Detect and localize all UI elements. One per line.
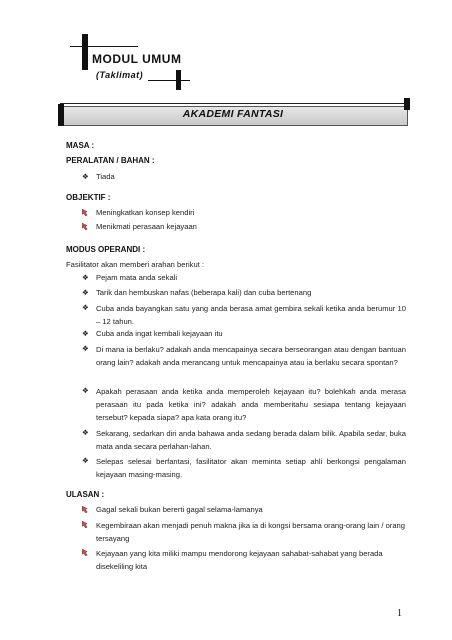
diamond-bullet-icon: ❖	[82, 273, 89, 282]
arrow-bullet-icon	[82, 521, 89, 528]
section-objektif: OBJEKTIF :	[66, 193, 111, 202]
diamond-bullet-icon: ❖	[82, 288, 89, 297]
list-item: Kejayaan yang kita miliki mampu mendorong kejayaan sahabat-sahabat yang berada disekeliling kita	[96, 549, 383, 571]
modus-intro: Fasilitator akan memberi arahan berikut :	[66, 260, 205, 269]
arrow-bullet-icon	[82, 223, 89, 230]
diamond-bullet-icon: ❖	[82, 344, 89, 353]
diamond-bullet-icon: ❖	[82, 303, 89, 312]
header-rule-2	[148, 80, 190, 81]
diamond-bullet-icon: ❖	[82, 428, 89, 437]
list-item: Gagal sekali bukan bererti gagal selama-lamanya	[96, 505, 263, 514]
arrow-bullet-icon	[82, 209, 89, 216]
list-item: Di mana ia berlaku? adakah anda mencapainya secara berseorangan atau dengan bantuan orang lain? adakah anda merancang untuk mencapainya atau ia berlaku secara spontan?	[96, 345, 406, 367]
list-item: Selepas selesai berfantasi, fasilitator akan meminta setiap ahli berkongsi pengalaman kejayaan masing-masing.	[96, 457, 406, 479]
list-item: Kegembiraan akan menjadi penuh makna jika ia di kongsi bersama orang-orang lain / orang tersayang	[96, 521, 406, 543]
page-number: 1	[397, 608, 402, 619]
list-item: Tiada	[96, 172, 115, 181]
diamond-bullet-icon: ❖	[82, 386, 89, 395]
list-item: Sekarang, sedarkan diri anda bahawa anda sedang berada dalam bilik. Apabila sedar, buka mata anda secara perlahan-lahan.	[96, 429, 406, 451]
list-item: Tarik dan hembuskan nafas (beberapa kali) dan cuba bertenang	[96, 288, 312, 297]
header-bar-ornament	[82, 34, 88, 70]
list-item: Cuba anda ingat kembali kejayaan itu	[96, 329, 223, 338]
module-title: MODUL UMUM	[92, 52, 182, 66]
section-peralatan: PERALATAN / BAHAN :	[66, 156, 155, 165]
list-item: Pejam mata anda sekali	[96, 273, 178, 282]
list-item: Menikmati perasaan kejayaan	[96, 222, 197, 231]
banner-title: AKADEMI FANTASI	[182, 108, 284, 120]
list-item: Meningkatkan konsep kendiri	[96, 208, 195, 217]
diamond-bullet-icon: ❖	[82, 172, 89, 181]
section-masa: MASA :	[66, 141, 95, 150]
arrow-bullet-icon	[82, 549, 89, 556]
diamond-bullet-icon: ❖	[82, 456, 89, 465]
diamond-bullet-icon: ❖	[82, 329, 89, 338]
list-item: Apakah perasaan anda ketika anda memperoleh kejayaan itu? bolehkah anda merasa perasaan itu pada ketika ini? adakah anda memberitahu sesiapa tentang kejayaan tersebut? kepada siapa? apa kata orang itu?	[96, 387, 406, 422]
list-item: Cuba anda bayangkan satu yang anda berasa amat gembira sekali ketika anda berumur 10 – 12 tahun.	[96, 304, 406, 326]
section-modus-operandi: MODUS OPERANDI :	[66, 245, 146, 254]
section-ulasan: ULASAN :	[66, 490, 105, 499]
arrow-bullet-icon	[82, 506, 89, 513]
banner-rule	[60, 103, 410, 104]
header-rule	[70, 46, 138, 47]
module-subtitle: (Taklimat)	[96, 70, 144, 80]
